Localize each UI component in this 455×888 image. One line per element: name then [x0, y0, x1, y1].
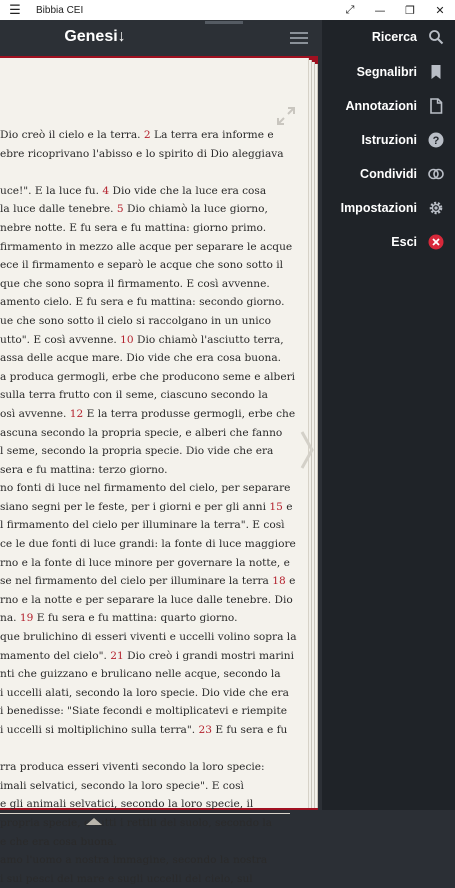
text-line — [0, 182, 318, 201]
text-line — [0, 238, 318, 257]
menu-item-help[interactable] — [322, 123, 455, 157]
verse-text-segment: La terra era informe e — [150, 129, 274, 141]
verse-number: 19 — [19, 612, 34, 625]
text-line — [0, 461, 318, 480]
verse-text-segment: que brulichino di esseri viventi e uccelli volino sopra la — [0, 631, 297, 644]
verse-text-segment: rno e la notte e per separare la luce dalle tenebre. Dio — [0, 593, 293, 606]
verse-text-segment: mamento del cielo". — [0, 649, 111, 662]
menu-item-exit[interactable] — [322, 225, 455, 259]
minimize-icon[interactable]: — — [374, 3, 386, 17]
verse-text-segment: e — [282, 500, 293, 513]
verse-text-segment: sera e fu mattina: terzo giorno. — [0, 463, 168, 476]
text-line — [0, 498, 318, 517]
text-line — [0, 312, 318, 331]
verse-text-segment: ascuna secondo la propria specie, e alberi che fanno — [0, 426, 283, 439]
text-line — [0, 405, 318, 424]
text-line — [0, 554, 318, 573]
verse-text-segment: la luce dalle tenebre. — [0, 203, 117, 216]
menu-item-label: Annotazioni — [345, 99, 417, 113]
search-icon — [428, 29, 444, 45]
text-line — [0, 256, 318, 275]
text-line — [0, 591, 318, 610]
verse-text-segment: amo l'uomo a nostra immagine, secondo la nostra — [0, 854, 268, 867]
menu-item-label: Istruzioni — [361, 133, 417, 147]
text-line — [0, 795, 318, 814]
menu-item-label: Ricerca — [371, 30, 417, 44]
text-line — [0, 740, 318, 759]
verse-number: 4 — [102, 184, 110, 197]
text-line — [0, 535, 318, 554]
drag-handle[interactable] — [205, 21, 243, 24]
menu-item-search[interactable] — [322, 20, 455, 54]
verse-text-segment: na. — [0, 612, 20, 625]
verse-text-segment: rno e la fonte di luce minore per governare la notte, e — [0, 556, 290, 569]
verse-text-segment: firmamento in mezzo alle acque per separare le acque — [0, 240, 293, 253]
verse-text-segment: l firmamento del cielo per illuminare la terra". E così — [0, 519, 285, 532]
menu-item-label: Segnalibri — [356, 65, 417, 79]
gear-icon — [428, 200, 444, 216]
text-line — [0, 870, 318, 888]
verse-number: 12 — [69, 407, 84, 420]
text-line — [0, 833, 318, 852]
verse-text-segment: sulla terra frutto con il seme, ciascuno secondo la — [0, 389, 268, 402]
text-line — [0, 200, 318, 219]
window-title-bar — [0, 0, 455, 20]
text-line — [0, 331, 318, 350]
verse-number: 15 — [269, 500, 283, 513]
verse-text-segment: E fu sera e fu — [211, 724, 288, 736]
text-line — [0, 665, 318, 684]
verse-text-segment: uce!". E la luce fu. — [0, 184, 103, 197]
book-selector[interactable]: Genesi↓ — [64, 28, 126, 45]
verse-text-segment: nti che guizzano e brulicano nelle acque, secondo la — [0, 668, 281, 681]
verse-number: 2 — [143, 129, 151, 141]
text-line — [0, 628, 318, 647]
document-icon — [428, 98, 444, 114]
verse-text-segment: e — [285, 575, 296, 588]
verse-text-segment: a produca germogli, erbe che producono seme e alberi — [0, 370, 296, 383]
expand-icon[interactable] — [276, 106, 296, 126]
next-page-arrow-icon[interactable] — [299, 430, 315, 470]
verse-text-segment: ue che sono sotto il cielo si raccolgano in un unico — [0, 314, 271, 327]
text-line — [0, 275, 318, 294]
verse-text-segment: no fonti di luce nel firmamento del cielo, per separare — [0, 482, 291, 495]
restore-icon[interactable]: ❐ — [405, 3, 415, 17]
verse-text-segment: se nel firmamento del cielo per illuminare la terra — [0, 575, 273, 588]
text-line — [0, 516, 318, 535]
fullscreen-icon[interactable]: ⤢ — [345, 3, 355, 16]
verse-text-segment: ce le due fonti di luce grandi: la fonte di luce maggiore — [0, 538, 296, 551]
verse-text-segment: l seme, secondo la propria specie. Dio vide che era — [0, 445, 274, 458]
text-line — [0, 126, 318, 145]
page-divider — [0, 813, 290, 814]
text-line — [0, 163, 318, 182]
help-icon — [428, 132, 444, 148]
menu-item-share[interactable] — [322, 157, 455, 191]
verse-text-segment: assa delle acque mare. Dio vide che era cosa buona. — [0, 352, 282, 365]
verse-text-segment: imali selvatici, secondo la loro specie". E così — [0, 779, 244, 792]
text-line — [0, 293, 318, 312]
text-line — [0, 349, 318, 368]
text-line — [0, 424, 318, 443]
verse-text-segment: ebre ricoprivano l'abisso e lo spirito di Dio aleggiava — [0, 147, 284, 160]
reader-header — [0, 20, 322, 56]
text-line — [0, 647, 318, 666]
verse-text-segment: Dio creò i grandi mostri marini — [123, 649, 295, 662]
verse-text-segment: rra produca esseri viventi secondo la loro specie: — [0, 761, 265, 774]
verse-text-segment: e gli animali selvatici, secondo la loro specie, il — [0, 798, 254, 811]
verse-text-segment: Dio chiamò l'asciutto terra, — [133, 333, 284, 346]
text-line — [0, 702, 318, 721]
text-line — [0, 145, 318, 164]
text-line — [0, 814, 318, 833]
scripture-page[interactable] — [0, 58, 309, 885]
verse-text-segment: ece il firmamento e separò le acque che sono sotto il — [0, 259, 284, 272]
verse-text-segment: osì avvenne. — [0, 407, 70, 420]
menu-item-label: Impostazioni — [340, 201, 417, 215]
verse-text-segment: e che era cosa buona. — [0, 835, 117, 848]
scripture-text — [0, 126, 318, 888]
text-line — [0, 609, 318, 628]
menu-item-label: Esci — [391, 235, 417, 249]
verse-number: 21 — [110, 649, 124, 662]
verse-number: 18 — [272, 575, 286, 588]
verse-text-segment: utto". E così avvenne. — [0, 333, 121, 346]
text-line — [0, 572, 318, 591]
verse-text-segment: i uccelli si moltiplichino sulla terra". — [0, 724, 199, 736]
app-menu-icon[interactable]: ☰ — [9, 2, 21, 18]
verse-text-segment: i uccelli alati, secondo la loro specie. Dio vide che era — [0, 686, 289, 699]
text-line — [0, 386, 318, 405]
window-title: Bibbia CEI — [36, 4, 84, 16]
svg-text:?: ? — [432, 135, 440, 147]
text-line — [0, 219, 318, 238]
verse-number: 23 — [198, 724, 212, 736]
menu-item-bookmarks[interactable] — [322, 55, 455, 89]
verse-text-segment: i sui pesci del mare e sugli uccelli del cielo, sul — [0, 872, 253, 885]
text-line — [0, 442, 318, 461]
verse-text-segment: propria specie, e tutti i rettili del suolo, secondo la — [0, 816, 273, 829]
close-icon[interactable]: ✕ — [435, 3, 445, 17]
verse-number: 10 — [120, 333, 134, 346]
reader-pane — [0, 20, 322, 885]
side-menu — [322, 20, 455, 810]
verse-text-segment: que che sono sopra il firmamento. E così avvenne. — [0, 277, 270, 290]
close-circle-icon — [428, 234, 444, 250]
text-line — [0, 851, 318, 870]
menu-item-notes[interactable] — [322, 89, 455, 123]
verse-number: 5 — [116, 203, 124, 216]
text-line — [0, 368, 318, 387]
verse-text-segment: siano segni per le feste, per i giorni e per gli anni — [0, 500, 270, 513]
verse-text-segment: Dio chiamò la luce giorno, — [123, 203, 268, 216]
bookmark-icon — [428, 64, 444, 80]
verse-text-segment: nebre notte. E fu sera e fu mattina: giorno primo. — [0, 221, 267, 234]
menu-item-settings[interactable] — [322, 191, 455, 225]
text-line — [0, 479, 318, 498]
text-line — [0, 721, 318, 740]
menu-item-label: Condividi — [360, 167, 417, 181]
verse-text-segment: amento cielo. E fu sera e fu mattina: secondo giorno. — [0, 296, 285, 309]
share-icon — [427, 166, 445, 182]
verse-text-segment: Dio creò il cielo e la terra. — [0, 129, 144, 141]
verse-text-segment: Dio vide che la luce era cosa — [109, 184, 267, 197]
text-line — [0, 758, 318, 777]
scroll-up-arrow-icon[interactable] — [86, 818, 102, 825]
text-line — [0, 684, 318, 703]
hamburger-icon[interactable] — [290, 32, 308, 45]
text-line — [0, 777, 318, 796]
verse-text-segment: E fu sera e fu mattina: quarto giorno. — [33, 612, 238, 625]
verse-text-segment: E la terra produsse germogli, erbe che — [83, 407, 296, 420]
verse-text-segment: i benedisse: "Siate fecondi e moltiplicatevi e riempite — [0, 705, 288, 718]
